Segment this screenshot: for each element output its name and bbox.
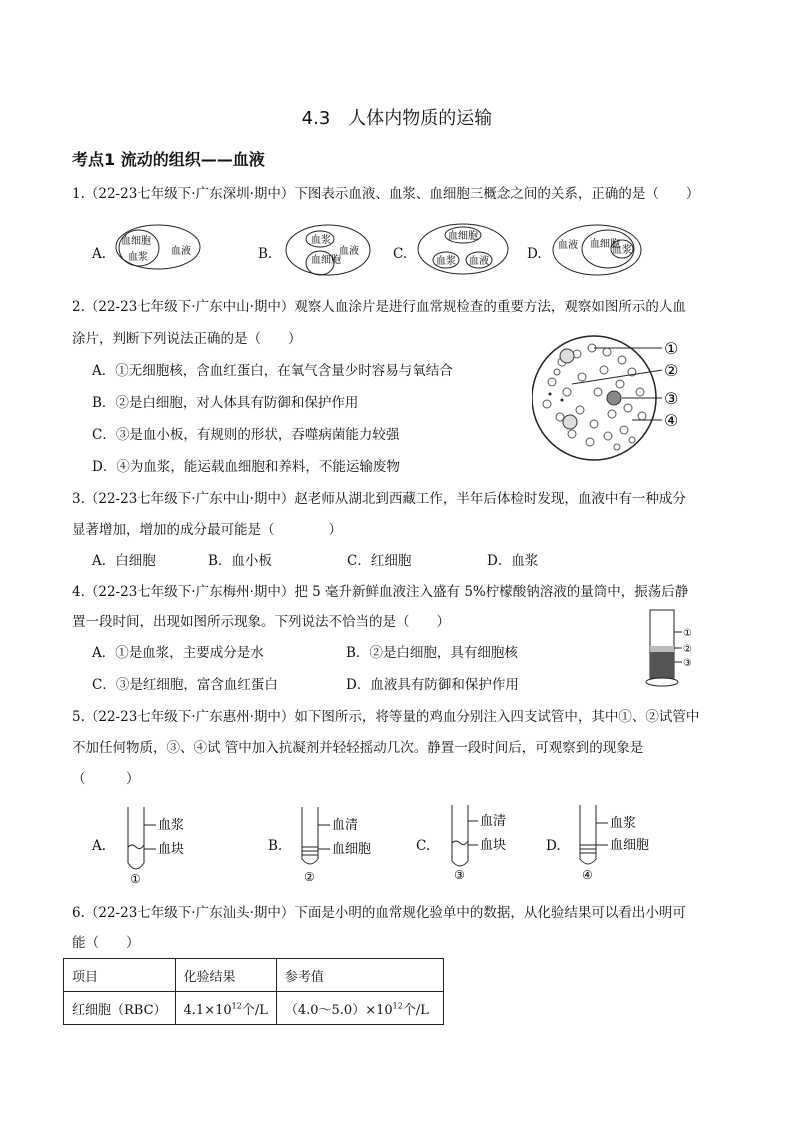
smear-marker-3: ③ bbox=[664, 389, 679, 408]
q1-c-label-3: 血液 bbox=[469, 256, 489, 267]
q1-option-d-letter[interactable]: D. bbox=[527, 246, 542, 262]
q5-c-num: ③ bbox=[454, 868, 465, 882]
q6-stem-line2: 能（ ） bbox=[72, 935, 140, 951]
q3-option-c[interactable]: C．红细胞 bbox=[347, 553, 412, 569]
q5-d-top-label: 血浆 bbox=[610, 816, 637, 831]
q1-d-label-1: 血液 bbox=[558, 240, 578, 251]
q2-option-a[interactable]: A．①无细胞核，含血红蛋白，在氧气含量少时容易与氧结合 bbox=[92, 363, 453, 379]
smear-marker-1: ① bbox=[664, 339, 679, 358]
q5-c-bottom-label: 血块 bbox=[480, 838, 507, 853]
q5-b-num: ② bbox=[304, 870, 315, 884]
q5-a-num: ① bbox=[130, 872, 141, 885]
table-header-result: 化验结果 bbox=[175, 959, 276, 992]
q5-option-c-letter[interactable]: C. bbox=[416, 838, 431, 854]
q1-diagram-d bbox=[550, 222, 644, 278]
q5-tube-b bbox=[296, 805, 381, 885]
q5-tube-c bbox=[446, 803, 526, 883]
q5-d-num: ④ bbox=[582, 868, 593, 882]
q1-d-label-3: 血浆 bbox=[612, 245, 632, 256]
q1-a-label-3: 血液 bbox=[171, 246, 191, 257]
q4-stem-line1: 4.（22-23七年级下·广东梅州·期中）把 5 毫升新鲜血液注入盛有 5%柠檬酸钠溶液的量筒中，振荡后静 bbox=[72, 584, 689, 600]
q5-tube-a bbox=[122, 805, 202, 885]
q1-d-label-2: 血细胞 bbox=[590, 239, 620, 250]
q4-option-d[interactable]: D．血液具有防御和保护作用 bbox=[346, 677, 519, 693]
q1-c-label-1: 血细胞 bbox=[448, 231, 478, 242]
q5-stem-line1: 5.（22-23七年级下·广东惠州·期中）如下图所示，将等量的鸡血分别注入四支试管中，其中①、②试管中 bbox=[72, 709, 700, 725]
q2-option-b[interactable]: B．②是白细胞，对人体具有防御和保护作用 bbox=[92, 395, 359, 411]
cylinder-marker-2: ② bbox=[683, 644, 692, 655]
blood-smear-figure bbox=[532, 332, 712, 464]
q5-option-a-letter[interactable]: A. bbox=[92, 838, 107, 854]
q1-diagram-c bbox=[416, 222, 511, 276]
cylinder-marker-1: ① bbox=[683, 628, 692, 639]
q3-option-d[interactable]: D．血浆 bbox=[487, 553, 539, 569]
q1-c-label-2: 血浆 bbox=[436, 256, 456, 267]
q6-stem-line1: 6.（22-23七年级下·广东汕头·期中）下面是小明的血常规化验单中的数据，从化验结果可以看出小明可 bbox=[72, 905, 686, 921]
q1-b-label-2: 血液 bbox=[339, 246, 359, 257]
q5-a-bottom-label: 血块 bbox=[158, 842, 185, 857]
q5-tube-d bbox=[574, 803, 659, 883]
q1-option-c-letter[interactable]: C. bbox=[393, 246, 408, 262]
q3-stem-line2: 显著增加，增加的成分最可能是（ ） bbox=[72, 522, 342, 538]
smear-marker-4: ④ bbox=[664, 411, 679, 430]
q1-diagram-a bbox=[113, 222, 203, 272]
q1-a-label-2: 血浆 bbox=[128, 252, 148, 263]
graduated-cylinder-figure bbox=[640, 606, 700, 690]
q4-stem-line2: 置一段时间，出现如图所示现象。下列说法不恰当的是（ ） bbox=[72, 614, 450, 630]
q3-option-b[interactable]: B．血小板 bbox=[208, 553, 272, 569]
q5-stem-line2: 不加任何物质，③、④试 管中加入抗凝剂并轻轻摇动几次。静置一段时间后，可观察到的现象是 bbox=[72, 740, 644, 756]
table-row bbox=[64, 992, 444, 1025]
q4-option-a[interactable]: A．①是血浆，主要成分是水 bbox=[92, 645, 264, 661]
q3-stem-line1: 3.（22-23七年级下·广东中山·期中）赵老师从湖北到西藏工作，半年后体检时发现，血液中有一种成分 bbox=[72, 491, 686, 507]
q1-option-a-letter[interactable]: A. bbox=[92, 246, 107, 262]
smear-marker-2: ② bbox=[664, 361, 679, 380]
q5-a-top-label: 血浆 bbox=[158, 818, 185, 833]
table-cell-reference: $(4.0\sim 5.0)\times 10^{12}$个/L bbox=[276, 992, 443, 1025]
blood-test-table bbox=[63, 958, 444, 1025]
q3-option-a[interactable]: A．白细胞 bbox=[92, 553, 156, 569]
q4-option-c[interactable]: C．③是红细胞，富含血红蛋白 bbox=[92, 677, 278, 693]
q5-option-b-letter[interactable]: B. bbox=[268, 838, 283, 854]
q1-a-label-1: 血细胞 bbox=[121, 236, 151, 247]
table-header-reference: 参考值 bbox=[276, 959, 443, 992]
q5-option-d-letter[interactable]: D. bbox=[546, 838, 561, 854]
table-header-item: 项目 bbox=[64, 959, 176, 992]
q5-d-bottom-label: 血细胞 bbox=[610, 838, 650, 853]
cylinder-marker-3: ③ bbox=[683, 658, 692, 669]
table-cell-result: $4.1\times 10^{12}$个/L bbox=[175, 992, 276, 1025]
q2-stem-line2: 涂片，判断下列说法正确的是（ ） bbox=[72, 331, 302, 347]
q2-stem-line1: 2.（22-23七年级下·广东中山·期中）观察人血涂片是进行血常规检查的重要方法，观察如图所示的人血 bbox=[72, 299, 686, 315]
table-header-row bbox=[64, 959, 444, 992]
q4-option-b[interactable]: B．②是白细胞，具有细胞核 bbox=[346, 645, 518, 661]
q5-c-top-label: 血清 bbox=[480, 814, 507, 829]
section-heading: 考点1 流动的组织——血液 bbox=[72, 150, 265, 169]
q2-option-d[interactable]: D．④为血浆，能运载血细胞和养料，不能运输废物 bbox=[92, 459, 400, 475]
q1-b-label-1: 血浆 bbox=[311, 235, 331, 246]
table-cell-item: 红细胞（RBC） bbox=[64, 992, 176, 1025]
q5-b-bottom-label: 血细胞 bbox=[332, 842, 372, 857]
q2-option-c[interactable]: C．③是血小板，有规则的形状，吞噬病菌能力较强 bbox=[92, 427, 400, 443]
q5-stem-line3: （ ） bbox=[72, 771, 140, 787]
q1-b-label-3: 血细胞 bbox=[311, 255, 341, 266]
q1-stem: 1.（22-23七年级下·广东深圳·期中）下图表示血液、血浆、血细胞三概念之间的关系，正确的是（ ） bbox=[72, 186, 700, 202]
q5-b-top-label: 血清 bbox=[332, 818, 359, 833]
page-title: 4.3 人体内物质的运输 bbox=[301, 108, 493, 129]
q1-option-b-letter[interactable]: B. bbox=[258, 246, 273, 262]
q1-diagram-b bbox=[283, 222, 373, 278]
